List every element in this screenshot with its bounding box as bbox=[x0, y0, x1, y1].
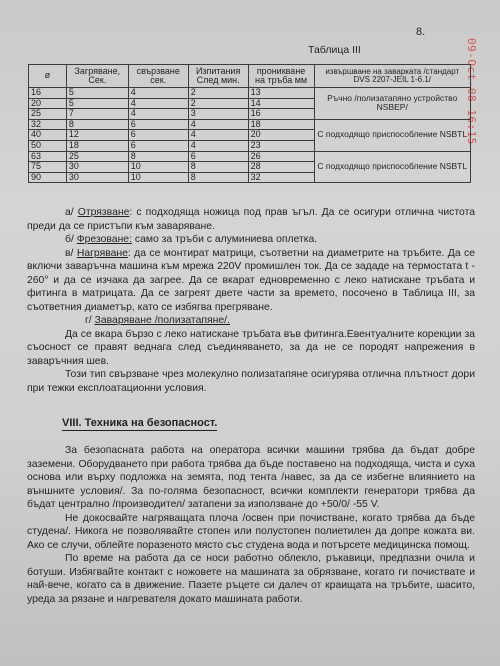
cell-heating: 30 bbox=[66, 172, 128, 183]
safety-paragraph-3: По време на работа да се носи работно облекло, ръкавици, предпазни очила и ботуши. Избягвайте контакт с ножовете на машината за обрязване, когато ги почиствате и най-вече, когато са в движение. Пазете ръцете си далеч от краищата на тръбите, шасито, уреда за рязане и нагревателя докато машината работи. bbox=[27, 553, 475, 605]
cell-penetration: 16 bbox=[248, 109, 314, 120]
step-label: г/ bbox=[85, 315, 92, 326]
cell-testing: 8 bbox=[188, 172, 248, 183]
cell-heating: 5 bbox=[66, 88, 128, 99]
cell-diameter: 32 bbox=[29, 119, 67, 130]
cell-diameter: 90 bbox=[29, 172, 67, 183]
cell-testing: 4 bbox=[188, 119, 248, 130]
cell-diameter: 20 bbox=[29, 98, 67, 109]
cell-testing: 8 bbox=[188, 162, 248, 173]
cell-penetration: 20 bbox=[248, 130, 314, 141]
cell-joining: 4 bbox=[128, 98, 188, 109]
cell-method-group-1: Ръчно /полизатапяно устройство NSBEP/ bbox=[314, 88, 470, 120]
date-stamp: 09-Oct-08 16:15 bbox=[465, 38, 478, 145]
table-caption: Таблица III bbox=[308, 44, 361, 56]
cell-testing: 2 bbox=[188, 98, 248, 109]
step-label: а/ bbox=[65, 207, 74, 218]
safety-section bbox=[27, 444, 475, 606]
header-heating: Загряване, Сек. bbox=[66, 65, 128, 88]
cell-joining: 6 bbox=[128, 119, 188, 130]
table-row bbox=[29, 88, 471, 99]
cell-testing: 2 bbox=[188, 88, 248, 99]
cell-joining: 6 bbox=[128, 140, 188, 151]
cell-penetration: 28 bbox=[248, 162, 314, 173]
cell-method-group-2: С подходящо приспособление NSBTL bbox=[314, 119, 470, 151]
safety-paragraph-1: За безопасната работа на оператора всички машини трябва да бъдат добре заземени. Оборудването при работа трябва да бъде поставено на подходяща, чиста и суха основа или върху подложка на земята, под тента /навес, за да се избегне влиянието на външните условия/. За по-голяма безопасност, всички комплекти генератори трябва да бъдат централно /производител/ затапени за използване до +50/0/ -55 V. bbox=[27, 445, 475, 510]
step-text: : да се монтират матрици, съответни на диаметрите на тръбите. Да се включи заваръчна машина към мрежа 220V промишлен ток. Да се зададе на термостата t - 260° и да се изчака да загрее. Да се вкарат едновременно с леко натискане тръбата и фитинга в матрицата. Да се загреят двете части за времето, посочено в Таблица III, за съответния диаметър, като се избягва прегряване. bbox=[27, 247, 475, 313]
cell-joining: 10 bbox=[128, 172, 188, 183]
cell-joining: 6 bbox=[128, 130, 188, 141]
step-label: в/ bbox=[65, 247, 74, 259]
summary-paragraph: Този тип свързване чрез молекулно полизатапяне осигурява отлична плътност дори при тежки експлоатационни условия. bbox=[27, 369, 475, 394]
cell-diameter: 75 bbox=[29, 162, 67, 173]
header-diameter: ø bbox=[29, 65, 67, 88]
step-term: Фрезоване: bbox=[76, 234, 132, 245]
cell-heating: 30 bbox=[66, 162, 128, 173]
step-label: б/ bbox=[65, 234, 74, 245]
cell-heating: 12 bbox=[66, 130, 128, 141]
cell-heating: 25 bbox=[66, 151, 128, 162]
page-number: 8. bbox=[416, 26, 426, 38]
cell-diameter: 16 bbox=[29, 88, 67, 99]
cell-joining: 10 bbox=[128, 162, 188, 173]
step-heating bbox=[27, 247, 475, 315]
section-heading: VIII. Техника на безопасност. bbox=[62, 417, 218, 429]
cell-diameter: 63 bbox=[29, 151, 67, 162]
welding-parameters-table bbox=[28, 64, 471, 183]
header-testing: Изпитания След мин. bbox=[188, 65, 248, 88]
cell-penetration: 13 bbox=[248, 88, 314, 99]
step-text: само за тръби с алуминиева оплетка. bbox=[131, 234, 318, 245]
cell-penetration: 23 bbox=[248, 140, 314, 151]
cell-heating: 7 bbox=[66, 109, 128, 120]
header-method: извършване на заварката /стандарт DVS 2207-JEIL 1-6.1/ bbox=[314, 65, 470, 88]
cell-diameter: 25 bbox=[29, 109, 67, 120]
cell-joining: 4 bbox=[128, 109, 188, 120]
table-row bbox=[29, 119, 471, 130]
cell-testing: 4 bbox=[188, 140, 248, 151]
cell-joining: 4 bbox=[128, 88, 188, 99]
cell-testing: 3 bbox=[188, 109, 248, 120]
cell-heating: 8 bbox=[66, 119, 128, 130]
cell-joining: 8 bbox=[128, 151, 188, 162]
cell-heating: 18 bbox=[66, 140, 128, 151]
safety-paragraph-2: Не докосвайте нагряващата плоча /освен при почистване, когато трябва да бъде студена/. Никога не позволявайте стопен или полустопен полиетилен да допре кожата ви. Ако се случи, облейте поразеното място със студена вода и потърсете медицинска помощ. bbox=[27, 512, 475, 551]
step-text: : с подходяща ножица под прав ъгъл. Да се осигури отлична чистота преди да се пристъпи към заваряване. bbox=[27, 207, 475, 232]
step-term: Заваряване /полизатапяне/. bbox=[94, 315, 230, 326]
cell-method-group-3: С подходящо приспособление NSBTL bbox=[314, 151, 470, 183]
cell-diameter: 50 bbox=[29, 140, 67, 151]
cell-testing: 6 bbox=[188, 151, 248, 162]
step-welding-text: Да се вкара бързо с леко натискане тръбата във фитинга.Евентуалните корекции за съосност се правят веднага след съединяването, за да не се породят напрежения в заваръчния шев. bbox=[27, 328, 475, 367]
step-term: Отрязване bbox=[77, 207, 130, 218]
cell-penetration: 32 bbox=[248, 172, 314, 183]
cell-heating: 5 bbox=[66, 98, 128, 109]
step-welding bbox=[27, 314, 475, 328]
step-term: Нагряване bbox=[76, 247, 128, 259]
table-header-row bbox=[29, 65, 471, 88]
cell-penetration: 26 bbox=[248, 151, 314, 162]
table-row bbox=[29, 151, 471, 162]
cell-diameter: 40 bbox=[29, 130, 67, 141]
cell-penetration: 14 bbox=[248, 98, 314, 109]
header-joining: свързване сек. bbox=[128, 65, 188, 88]
step-cutting bbox=[27, 206, 475, 233]
procedure-steps bbox=[27, 206, 475, 395]
step-milling bbox=[27, 233, 475, 247]
cell-penetration: 18 bbox=[248, 119, 314, 130]
cell-testing: 4 bbox=[188, 130, 248, 141]
header-penetration: проникване на тръба мм bbox=[248, 65, 314, 88]
